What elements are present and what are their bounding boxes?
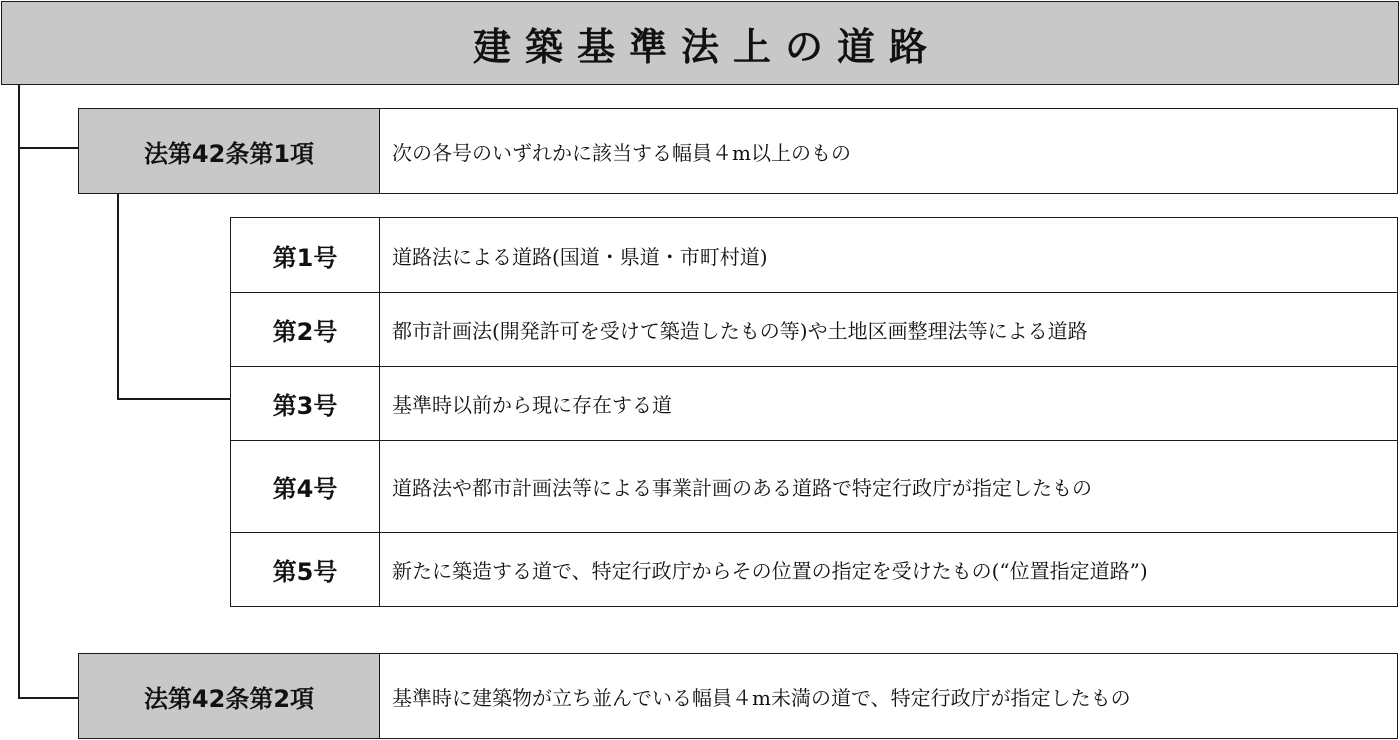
paragraph1-description: 次の各号のいずれかに該当する幅員４m以上のもの xyxy=(392,140,851,165)
item-label-4: 第4号 xyxy=(231,441,380,532)
diagram-title xyxy=(1,1,1399,85)
item-description-1: 道路法による道路(国道・県道・市町村道) xyxy=(392,244,768,269)
item-row-1 xyxy=(230,217,1398,293)
paragraph1-row xyxy=(78,108,1398,194)
item-row-5 xyxy=(230,532,1398,607)
item-description-5: 新たに築造する道で、特定行政庁からその位置の指定を受けたもの(“位置指定道路”) xyxy=(392,559,1148,583)
item-label-3: 第3号 xyxy=(231,367,380,440)
paragraph1-label: 法第42条第1項 xyxy=(79,109,380,193)
item-description-3: 基準時以前から現に存在する道 xyxy=(392,393,672,417)
item-label-5: 第5号 xyxy=(231,533,380,606)
diagram-title-text: 建築基準法上の道路 xyxy=(472,24,941,69)
paragraph2-label: 法第42条第2項 xyxy=(79,654,380,738)
item-row-4 xyxy=(230,440,1398,533)
item-description-4: 道路法や都市計画法等による事業計画のある道路で特定行政庁が指定したもの xyxy=(392,476,1092,500)
paragraph2-row xyxy=(78,653,1398,739)
branch-line-paragraph1 xyxy=(18,147,78,149)
main-trunk-line xyxy=(18,85,20,699)
branch-line-paragraph2 xyxy=(18,697,78,699)
branch-line-items xyxy=(117,398,230,400)
item-description-2: 都市計画法(開発許可を受けて築造したもの等)や土地区画整理法等による道路 xyxy=(392,319,1088,343)
item-row-3 xyxy=(230,366,1398,441)
item-label-1: 第1号 xyxy=(231,218,380,292)
item-label-2: 第2号 xyxy=(231,293,380,366)
item-row-2 xyxy=(230,292,1398,367)
items-trunk-line xyxy=(117,194,119,400)
paragraph2-description: 基準時に建築物が立ち並んでいる幅員４m未満の道で、特定行政庁が指定したもの xyxy=(392,685,1131,710)
